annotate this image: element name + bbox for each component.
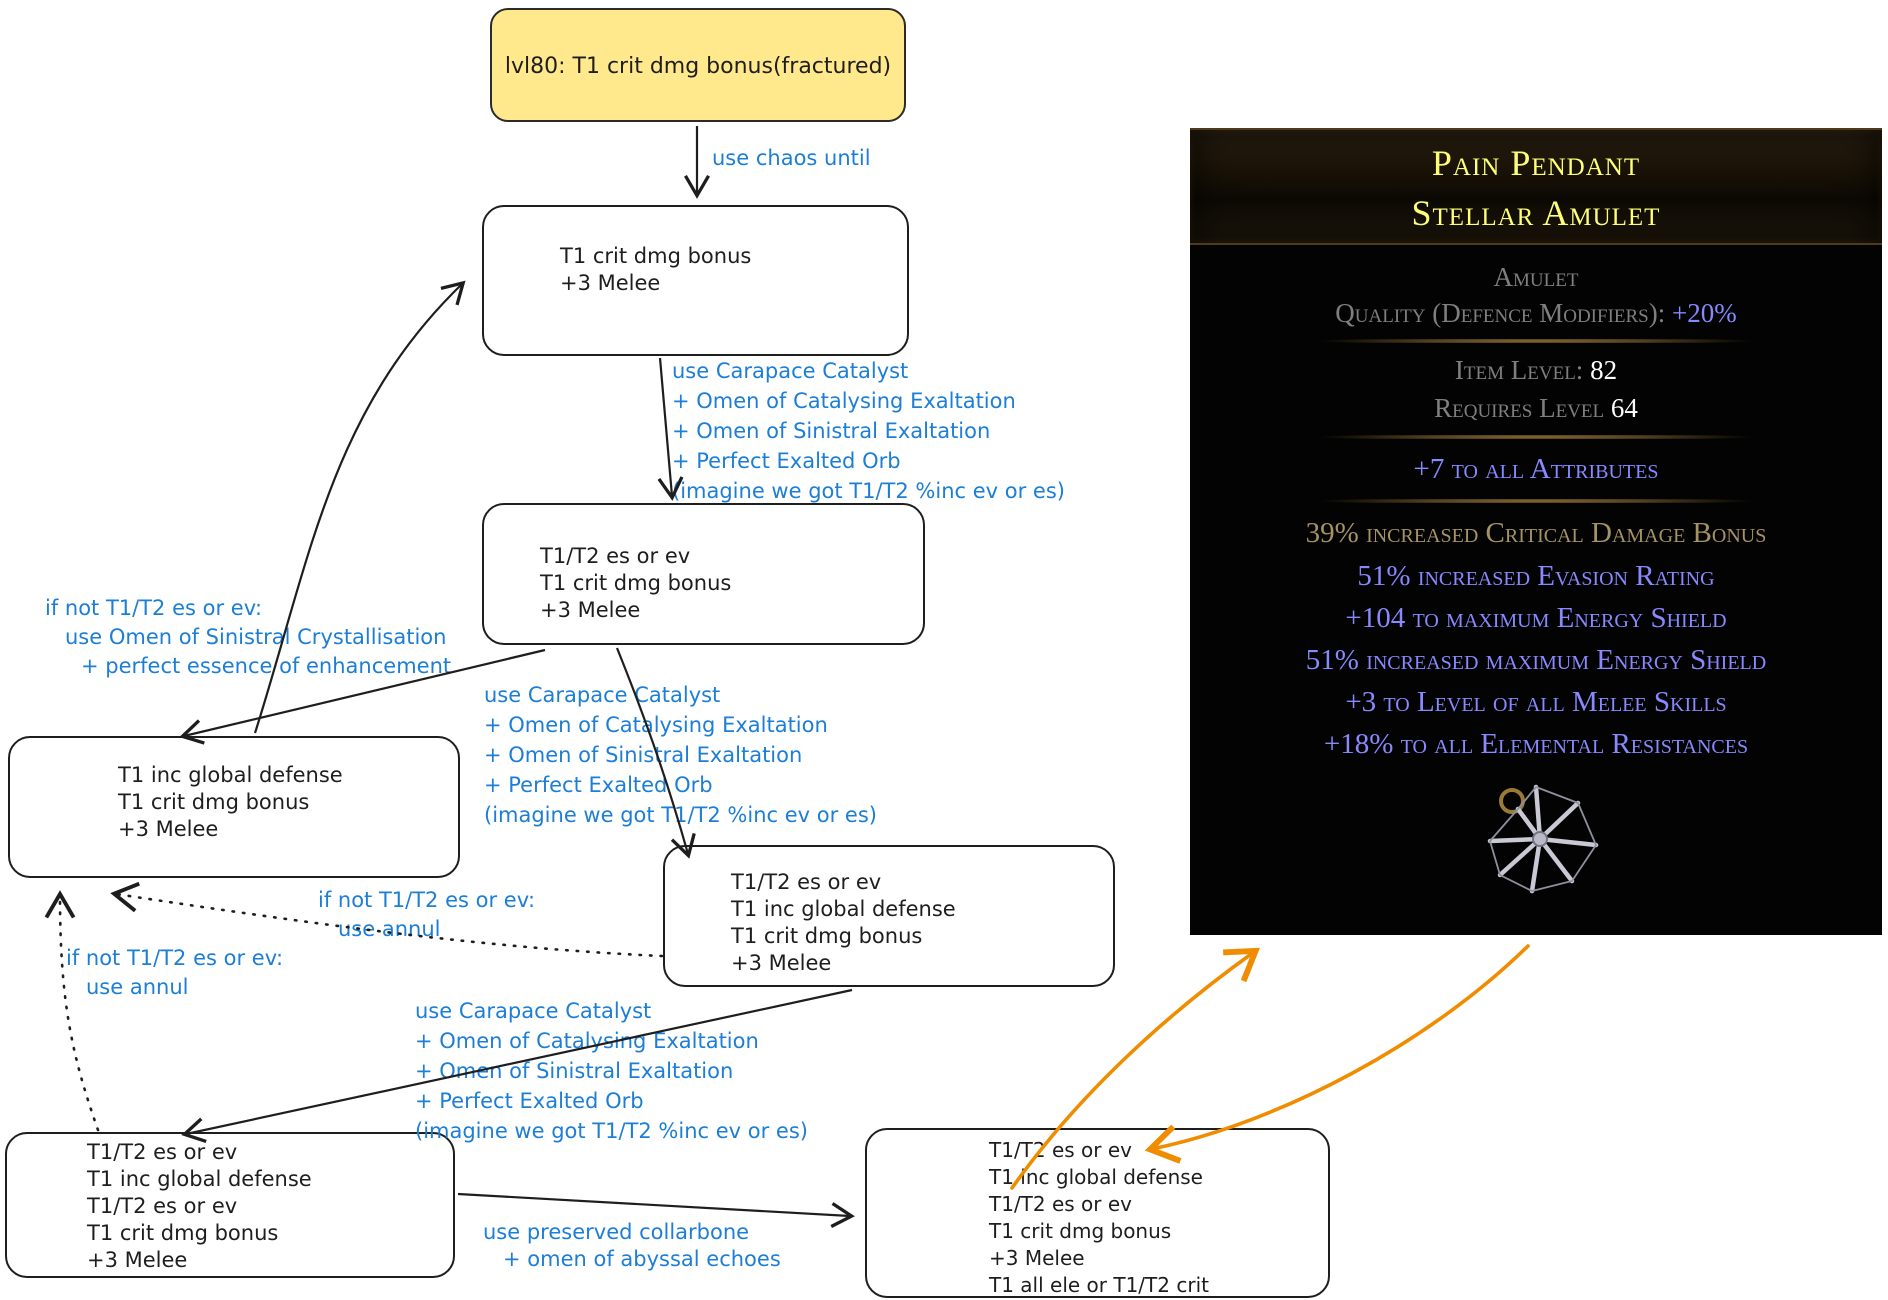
edge-label-annul-2: if not T1/T2 es or ev: use annul xyxy=(66,946,284,999)
node-line: +3 Melee xyxy=(731,951,832,975)
explicit-mod: 51% increased maximum Energy Shield xyxy=(1305,644,1767,676)
node-line: T1 crit dmg bonus xyxy=(540,571,732,595)
implicit-mod: +7 to all Attributes xyxy=(1413,453,1659,485)
node-line: T1/T2 es or ev xyxy=(989,1192,1133,1216)
flow-node-def-crit xyxy=(8,736,460,878)
arrow-crit-to-escrit xyxy=(660,358,672,496)
start-note-text: lvl80: T1 crit dmg bonus(fractured) xyxy=(504,54,892,79)
item-class: Amulet xyxy=(1493,262,1579,292)
node-line: T1/T2 es or ev xyxy=(989,1138,1133,1162)
edge-label-use-chaos: use chaos until xyxy=(712,146,871,170)
tooltip-separator xyxy=(1266,339,1806,343)
node-line: T1 inc global defense xyxy=(87,1167,312,1191)
edge-label-annul-1: if not T1/T2 es or ev: use annul xyxy=(318,888,536,941)
flow-node-es-crit xyxy=(482,503,925,645)
arrow-orange-tooltip-to-box xyxy=(1152,946,1528,1149)
node-line: T1 inc global defense xyxy=(118,763,343,787)
fractured-mod: 39% increased Critical Damage Bonus xyxy=(1305,517,1767,549)
explicit-mod: +104 to maximum Energy Shield xyxy=(1345,602,1727,634)
edge-label-sinistral-crystallisation: if not T1/T2 es or ev: use Omen of Sinistral Crystallisation + perfect essence of enhancement xyxy=(45,596,452,678)
edge-label-carapace-2: use Carapace Catalyst + Omen of Catalysing Exaltation + Omen of Sinistral Exaltation + Perfect Exalted Orb (imagine we got T1/T2 %inc ev or es) xyxy=(484,683,877,827)
flow-node-five-mods xyxy=(5,1132,455,1278)
node-line: +3 Melee xyxy=(989,1246,1085,1270)
tooltip-separator xyxy=(1266,435,1806,439)
item-tooltip-header xyxy=(1190,128,1882,245)
arrow-bottomleft-to-final xyxy=(458,1194,850,1216)
explicit-mod: 51% increased Evasion Rating xyxy=(1357,560,1715,592)
node-line: T1 crit dmg bonus xyxy=(87,1221,279,1245)
edge-label-carapace-3: use Carapace Catalyst + Omen of Catalysing Exaltation + Omen of Sinistral Exaltation + Perfect Exalted Orb (imagine we got T1/T2 %inc ev or es) xyxy=(415,999,808,1143)
item-base-type: Stellar Amulet xyxy=(1411,193,1661,233)
tooltip-separator xyxy=(1266,499,1806,503)
node-line: +3 Melee xyxy=(87,1248,188,1272)
node-line: T1 inc global defense xyxy=(731,897,956,921)
edge-label-carapace-1: use Carapace Catalyst + Omen of Catalysing Exaltation + Omen of Sinistral Exaltation + Perfect Exalted Orb (imagine we got T1/T2 %inc ev or es) xyxy=(672,359,1065,503)
flow-node-es-def-crit xyxy=(663,845,1115,987)
explicit-mod: +3 to Level of all Melee Skills xyxy=(1345,686,1727,718)
flow-node-crit xyxy=(482,205,909,356)
node-line: T1/T2 es or ev xyxy=(87,1140,238,1164)
item-quality: Quality (Defence Modifiers): +20% xyxy=(1335,298,1737,328)
requires-level-value: 64 xyxy=(1610,393,1638,423)
node-line: T1/T2 es or ev xyxy=(87,1194,238,1218)
node-line: +3 Melee xyxy=(540,598,641,622)
flow-node-final xyxy=(865,1128,1330,1298)
flow-start-note xyxy=(490,8,906,122)
item-tooltip xyxy=(1190,128,1882,935)
node-line: T1 crit dmg bonus xyxy=(118,790,310,814)
explicit-mod: +18% to all Elemental Resistances xyxy=(1323,728,1749,760)
item-name: Pain Pendant xyxy=(1431,143,1641,183)
node-line: +3 Melee xyxy=(560,271,661,295)
amulet-art-icon xyxy=(1456,775,1616,897)
edge-label-collarbone: use preserved collarbone + omen of abyssal echoes xyxy=(483,1220,781,1271)
node-line: T1/T2 es or ev xyxy=(540,544,691,568)
node-line: T1/T2 es or ev xyxy=(731,870,882,894)
item-tooltip-body xyxy=(1190,245,1882,897)
node-line: T1 inc global defense xyxy=(989,1165,1203,1189)
node-line: T1 crit dmg bonus xyxy=(989,1219,1172,1243)
node-line: T1 all ele or T1/T2 crit xyxy=(989,1273,1209,1297)
node-line: +3 Melee xyxy=(118,817,219,841)
item-level-value: 82 xyxy=(1590,355,1618,385)
node-line: T1 crit dmg bonus xyxy=(731,924,923,948)
requires-level: Requires Level 64 xyxy=(1434,393,1638,423)
node-line: T1 crit dmg bonus xyxy=(560,244,752,268)
quality-value: +20% xyxy=(1672,298,1737,328)
arrow-annul-bottomleft-to-defcrit xyxy=(60,896,98,1130)
item-level: Item Level: 82 xyxy=(1454,355,1618,385)
